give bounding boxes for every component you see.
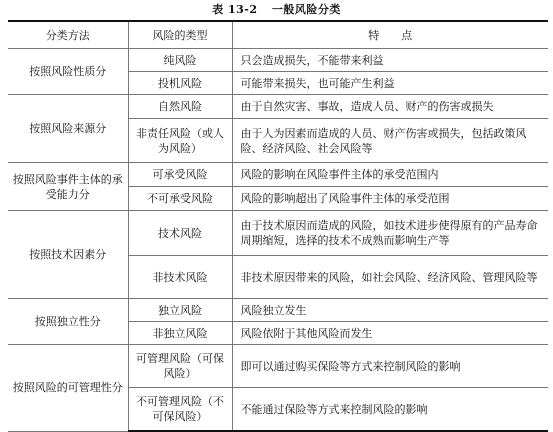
type-cell: 不可管理风险（不可保风险）: [128, 388, 232, 432]
feature-cell: 风险的影响超出了风险事件主体的承受范围: [232, 187, 548, 211]
table-row: [8, 299, 548, 322]
table-title: 一般风险分类: [271, 3, 341, 16]
header-type: 风险的类型: [128, 21, 232, 49]
type-cell: 技术风险: [128, 211, 232, 256]
table-number: 表 13-2: [212, 3, 258, 16]
method-cell: 按照风险来源分: [8, 95, 128, 163]
feature-cell: 风险的影响在风险事件主体的承受范围内: [232, 163, 548, 187]
table-row: [8, 163, 548, 187]
feature-cell: 不能通过保险等方式来控制风险的影响: [232, 388, 548, 432]
type-cell: 纯风险: [128, 49, 232, 72]
method-cell: 按照独立性分: [8, 299, 128, 345]
method-cell: 按照风险性质分: [8, 49, 128, 95]
header-method: 分类方法: [8, 21, 128, 49]
type-cell: 非技术风险: [128, 256, 232, 299]
type-cell: 投机风险: [128, 72, 232, 95]
feature-cell: 可能带来损失，也可能产生利益: [232, 72, 548, 95]
header-row: [8, 21, 548, 49]
type-cell: 不可承受风险: [128, 187, 232, 211]
method-cell: 按照技术因素分: [8, 211, 128, 299]
feature-cell: 即可以通过购买保险等方式来控制风险的影响: [232, 345, 548, 388]
feature-cell: 由于技术原因而造成的风险，如技术进步使得原有的产品寿命周期缩短，选择的技术不成熟而影响生产等: [232, 211, 548, 256]
feature-cell: 风险依附于其他风险而发生: [232, 322, 548, 345]
method-cell: 按照风险的可管理性分: [8, 345, 128, 432]
table-row: [8, 95, 548, 119]
risk-classification-table: [8, 20, 548, 432]
feature-cell: 风险独立发生: [232, 299, 548, 322]
feature-cell: 由于自然灾害、事故，造成人员、财产的伤害或损失: [232, 95, 548, 119]
type-cell: 自然风险: [128, 95, 232, 119]
type-cell: 非独立风险: [128, 322, 232, 345]
type-cell: 可承受风险: [128, 163, 232, 187]
table-row: [8, 211, 548, 256]
type-cell: 非责任风险（或人为风险）: [128, 119, 232, 163]
method-cell: 按照风险事件主体的承受能力分: [8, 163, 128, 211]
header-feature: 特 点: [232, 21, 548, 49]
feature-cell: 由于人为因素而造成的人员、财产伤害或损失，包括政策风险、经济风险、社会风险等: [232, 119, 548, 163]
table-row: [8, 345, 548, 388]
feature-cell: 非技术原因带来的风险，如社会风险、经济风险、管理风险等: [232, 256, 548, 299]
table-caption: [0, 0, 553, 20]
type-cell: 独立风险: [128, 299, 232, 322]
table-row: [8, 49, 548, 72]
type-cell: 可管理风险（可保风险）: [128, 345, 232, 388]
feature-cell: 只会造成损失，不能带来利益: [232, 49, 548, 72]
